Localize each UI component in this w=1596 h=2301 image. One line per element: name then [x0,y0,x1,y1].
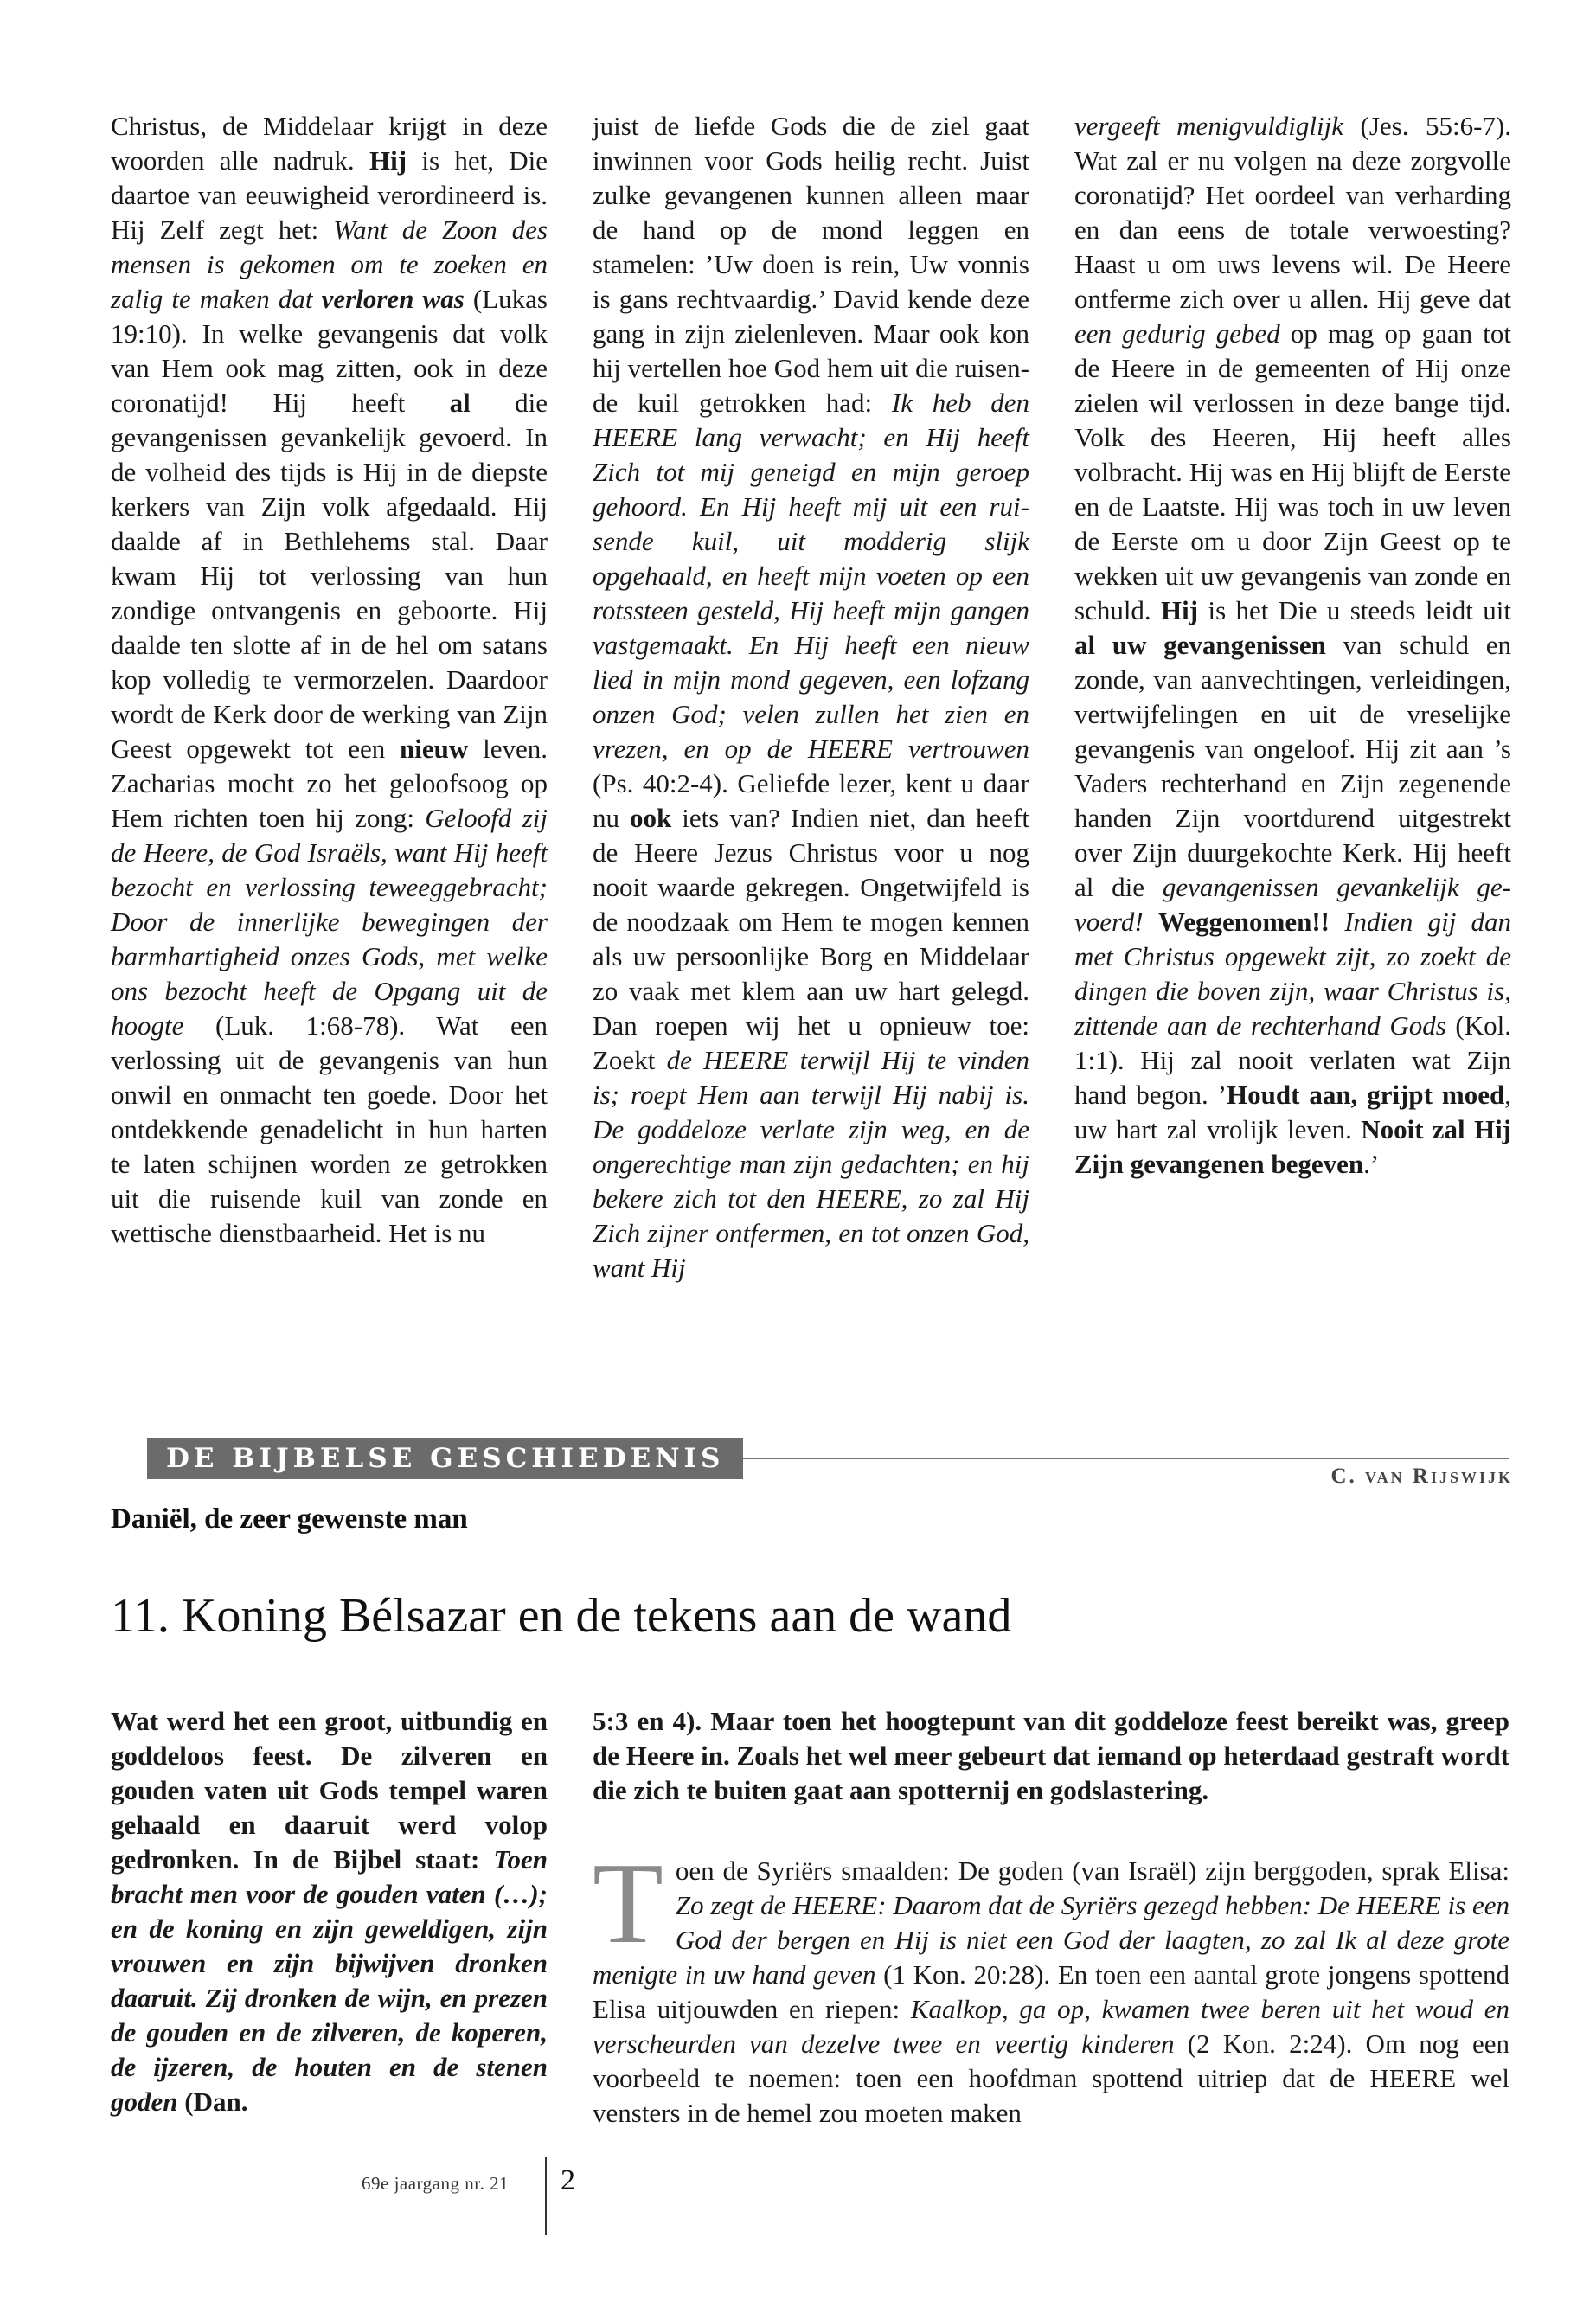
page-number: 2 [561,2164,575,2196]
column-3-text: vergeeft menigvuldiglijk (Jes. 55:6-7). Wat zal er nu volgen na deze zorgvolle coronatijd? Het oordeel van verharding en dan eens de totale verwoesting? Haast u om uws levens wil. De Heere ontferme zich over u allen. Hij geve dat een gedurig gebed op mag op gaan tot de Heere in de gemeenten of Hij onze zielen wil verlossen in deze bange tijd. Volk des Heeren, Hij heeft alles volbracht. Hij was en Hij blijft de Eerste en de Laatste. Hij was toch in uw leven de Eerste om u door Zijn Geest op te wekken uit uw gevangenis van zonde en schuld. Hij is het Die u steeds leidt uit al uw gevangenissen van schuld en zonde, van aanvechtingen, verleidingen, vertwijfelingen en uit de vreselijke gevangenis van ongeloof. Hij zit aan ’s Vaders rechterhand en Zijn zegenende handen Zijn voortdurend uitgestrekt over Zijn duurgekochte Kerk. Hij heeft al die gevangenissen gevankelijk gevoerd! Weggenomen!! Indien gij dan met Christus opgewekt zijt, zo zoekt de dingen die boven zijn, waar Christus is, zittende aan de rechterhand Gods (Kol. 1:1). Hij zal nooit verlaten wat Zijn hand begon. ’Houdt aan, grijpt moed, uw hart zal vrolijk leven. Nooit zal Hij Zijn gevangenen begeven.’ [1074,111,1512,1179]
article-subtitle: Daniël, de zeer gewenste man [111,1503,468,1535]
footer-divider [545,2157,547,2235]
article-body [593,1839,1510,2131]
intro-left-text: Wat werd het een groot, uitbundig en goddeloos feest. De zilveren en gouden vaten uit Gods tempel waren gehaald en daaruit werd volop gedronken. In de Bijbel staat: Toen bracht men voor de gouden vaten (…); en de koning en zijn geweldigen, zijn vrouwen en zijn bijwijven dronken daaruit. Zij dronken de wijn, en prezen de gouden en de zilveren, de koperen, de ijzeren, de houten en de stenen goden (Dan. [111,1706,548,2117]
footer-issue-info: 69e jaargang nr. 21 [362,2173,510,2194]
text-column-2 [593,109,1029,1285]
article-body-text: oen de Syriërs smaalden: De goden (van Israël) zijn berggoden, sprak Elisa: Zo zegt de HEERE: Daarom dat de Syriërs gezegd hebben: De HEERE is een God der bergen en Hij is niet een God der laagten, zo zal Ik al deze grote menigte in uw hand geven (1 Kon. 20:28). En toen een aantal grote jongens spottend Elisa uitjouwden en riepen: Kaalkop, ga op, kwamen twee beren uit het woud en verscheurden van dezelve twee en veertig kinderen (2 Kon. 2:24). Om nog een voorbeeld te noemen: toen een hoofdman spottend uitriep dat de HEERE wel vensters in de hemel zou moeten maken [593,1856,1510,2128]
column-1-text: Christus, de Middelaar krijgt in deze woorden alle nadruk. Hij is het, Die daartoe van eeuwigheid verordineerd is. Hij Zelf zegt het: Want de Zoon des mensen is gekomen om te zoeken en zalig te maken dat verloren was (Lukas 19:10). In welke gevangenis dat volk van Hem ook mag zitten, ook in deze coronatijd! Hij heeft al die gevangenissen gevankelijk gevoerd. In de volheid des tijds is Hij in de diepste kerkers van Zijn volk afgedaald. Hij daalde af in Bethlehems stal. Daar kwam Hij tot verlossing van hun zondige ontvangenis en geboorte. Hij daalde ten slotte af in de hel om satans kop volledig te vermorzelen. Daardoor wordt de Kerk door de werking van Zijn Geest opgewekt tot een nieuw leven. Zacharias mocht zo het geloofsoog op Hem richten toen hij zong: Geloofd zij de Heere, de God Israëls, want Hij heeft bezocht en verlossing teweeggebracht; Door de innerlijke bewegingen der barmhartigheid onzes Gods, met welke ons bezocht heeft de Opgang uit de hoogte (Luk. 1:68-78). Wat een verlossing uit de gevangenis van hun onwil en onmacht ten goede. Door het ontdekkende genadelicht in hun harten te laten schijnen worden ze getrokken uit die ruisende kuil van zonde en wettische dienstbaarheid. Het is nu [111,111,548,1248]
intro-right-text: 5:3 en 4). Maar toen het hoogtepunt van dit goddeloze feest bereikt was, greep de Heere in. Zoals het wel meer gebeurt dat iemand op heterdaad gestraft wordt die zich te buiten gaat aan spotternij en godslastering. [593,1706,1509,1805]
section-label: DE BIJBELSE GESCHIEDENIS [147,1438,743,1479]
column-2-text: juist de liefde Gods die de ziel gaat inwinnen voor Gods heilig recht. Juist zulke gevangenen kunnen alleen maar de hand op de mond leggen en stamelen: ’Uw doen is rein, Uw vonnis is gans rechtvaardig.’ David kende deze gang in zijn zielenleven. Maar ook kon hij vertellen hoe God hem uit die ruisende kuil getrokken had: Ik heb den HEERE lang verwacht; en Hij heeft Zich tot mij geneigd en mijn geroep gehoord. En Hij heeft mij uit een ruisende kuil, uit modderig slijk opgehaald, en heeft mijn voeten op een rotssteen gesteld, Hij heeft mijn gangen vastgemaakt. En Hij heeft een nieuw lied in mijn mond gegeven, een lofzang onzen God; velen zullen het zien en vrezen, en op de HEERE vertrouwen (Ps. 40:2-4). Geliefde lezer, kent u daar nu ook iets van? Indien niet, dan heeft de Heere Jezus Christus voor u nog nooit waarde gekregen. Ongetwijfeld is de noodzaak om Hem te mogen kennen als uw persoonlijke Borg en Middelaar zo vaak met klem aan uw hart gelegd. Dan roepen wij het u opnieuw toe: Zoekt de HEERE terwijl Hij te vinden is; roept Hem aan terwijl Hij nabij is. De goddeloze verlate zijn weg, en de ongerechtige man zijn gedachten; en hij bekere zich tot den HEERE, zo zal Hij Zich zijner ontfermen, en tot onzen God, want Hij [593,111,1030,1283]
author-name: C. van Rijswijk [1330,1465,1513,1488]
text-column-1 [111,109,548,1251]
article-title: 11. Koning Bélsazar en de tekens aan de wand [111,1589,1012,1643]
text-column-3 [1074,109,1511,1182]
drop-cap: T [593,1839,663,1967]
intro-right-column [593,1704,1509,1808]
intro-left-column [111,1704,548,2119]
